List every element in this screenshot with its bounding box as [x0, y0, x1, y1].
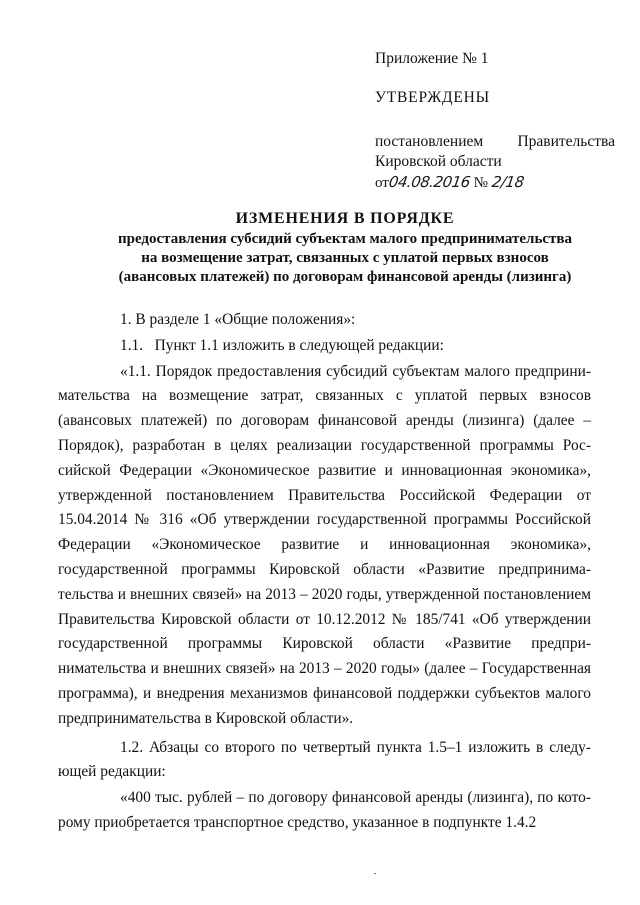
section-1-heading: 1. В разделе 1 «Общие положения»:: [120, 311, 356, 328]
approved-label: УТВЕРЖДЕНЫ: [375, 89, 490, 106]
scan-speck: [374, 873, 376, 874]
handwritten-date: 04.08.2016: [387, 173, 472, 191]
item-1-1-text: «1.1. Порядок предоставления субсидий субъектам малого предпринимательства на возмещение затрат, связанных с уплатой первых взносов (авансовых платежей) по договорам финансовой аренды (лизинга) (далее – Порядок), разработан в целях реализации государственной программы Российской Федерации «Экономическое развитие и инновационная экономика», утвержденной постановлением Правительства Российской Федерации от 15.04.2014 № 316 «Об утверждении государственной программы Российской Федерации «Экономическое развитие и инновационная экономика», государственной программы Кировской области «Развитие предпринимательства и внешних связей» на 2013 – 2020 годы, утвержденной постановлением Правительства Кировской области от 10.12.2012 № 185/741 «Об утверждении государственной программы Кировской области «Развитие предпринимательства и внешних связей» на 2013 – 2020 годы» (далее – Государственная программа), и внедрения механизмов финансовой поддержки субъектов малого предпринимательства в Кировской области».: [58, 362, 591, 727]
item-1-2-heading: 1.2. Абзацы со второго по четвертый пункта 1.5–1 изложить в следующей редакции:: [58, 738, 591, 781]
document-body: [58, 308, 591, 836]
approval-header: [375, 49, 615, 194]
resolution-text: постановлением Правительства: [375, 133, 615, 150]
title-line-3: (авансовых платежей) по договорам финансовой аренды (лизинга): [118, 269, 572, 285]
appendix-label: Приложение № 1: [375, 50, 489, 67]
title-main: ИЗМЕНЕНИЯ В ПОРЯДКЕ: [235, 210, 455, 227]
item-1-2-text: «400 тыс. рублей – по договору финансовой аренды (лизинга), по которому приобретается транспортное средство, указанное в подпункте 1.4.2: [58, 789, 591, 831]
date-number-line: [375, 172, 615, 194]
region-text: Кировской области: [375, 153, 502, 170]
item-1-1-heading: 1.1. Пункт 1.1 изложить в следующей редакции:: [120, 336, 444, 354]
date-prefix: от: [375, 175, 389, 191]
handwritten-number: 2/18: [490, 173, 525, 191]
number-prefix: №: [473, 175, 488, 191]
title-line-1: предоставления субсидий субъектам малого предпринимательства: [117, 231, 573, 247]
document-title: [60, 208, 630, 287]
title-line-2: на возмещение затрат, связанных с уплатой первых взносов: [141, 250, 549, 266]
